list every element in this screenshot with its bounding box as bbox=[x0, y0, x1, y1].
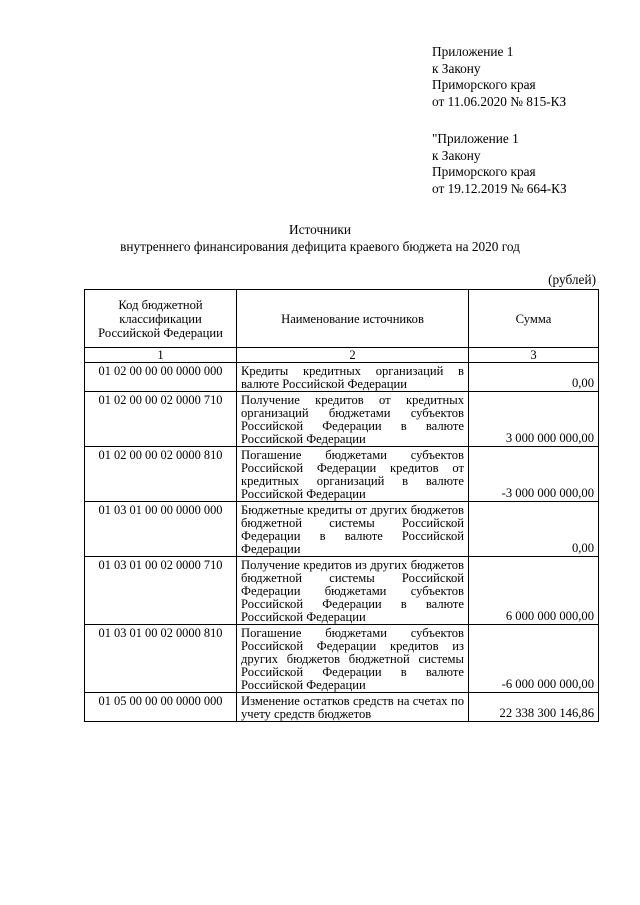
column-number: 1 bbox=[85, 348, 237, 363]
header-code: Код бюджетной классификации Российской Федерации bbox=[85, 290, 237, 348]
row-code: 01 02 00 00 02 0000 810 bbox=[85, 447, 237, 502]
table-row bbox=[85, 363, 599, 392]
table-row bbox=[85, 557, 599, 625]
annex-previous-reference bbox=[432, 131, 567, 198]
row-code: 01 02 00 00 00 0000 000 bbox=[85, 363, 237, 392]
header-amount: Сумма bbox=[469, 290, 599, 348]
table-row bbox=[85, 502, 599, 557]
row-code: 01 03 01 00 02 0000 710 bbox=[85, 557, 237, 625]
table-row bbox=[85, 693, 599, 722]
annex-reference bbox=[432, 44, 566, 111]
row-code: 01 05 00 00 00 0000 000 bbox=[85, 693, 237, 722]
annex-line: к Закону bbox=[432, 60, 481, 76]
row-name: Погашение бюджетами субъектов Российской Федерации кредитов из других бюджетов бюджетной системы Российской Федерации в валюте Российской Федерации bbox=[237, 625, 469, 693]
row-name: Кредиты кредитных организаций в валюте Российской Федерации bbox=[237, 363, 469, 392]
annex-prev-line: "Приложение 1 bbox=[432, 131, 519, 146]
row-code: 01 03 01 00 00 0000 000 bbox=[85, 502, 237, 557]
table-row bbox=[85, 447, 599, 502]
row-code: 01 03 01 00 02 0000 810 bbox=[85, 625, 237, 693]
row-amount: 3 000 000 000,00 bbox=[469, 392, 599, 447]
row-name: Получение кредитов из других бюджетов бюджетной системы Российской Федерации бюджетами субъектов Российской Федерации в валюте Российской Федерации bbox=[237, 557, 469, 625]
annex-prev-line: от 19.12.2019 № 664-КЗ bbox=[432, 181, 567, 197]
table-row bbox=[85, 625, 599, 693]
row-amount: -6 000 000 000,00 bbox=[469, 625, 599, 693]
table-row bbox=[85, 392, 599, 447]
row-amount: 0,00 bbox=[469, 363, 599, 392]
annex-prev-line: к Закону bbox=[432, 147, 481, 163]
row-amount: -3 000 000 000,00 bbox=[469, 447, 599, 502]
row-amount: 6 000 000 000,00 bbox=[469, 557, 599, 625]
financing-sources-table bbox=[84, 289, 599, 722]
column-number: 3 bbox=[469, 348, 599, 363]
annex-line: от 11.06.2020 № 815-КЗ bbox=[432, 94, 567, 110]
row-name: Получение кредитов от кредитных организаций бюджетами субъектов Российской Федерации в валюте Российской Федерации bbox=[237, 392, 469, 447]
row-amount: 0,00 bbox=[469, 502, 599, 557]
header-name: Наименование источников bbox=[237, 290, 469, 348]
annex-line: Приморского края bbox=[432, 77, 536, 93]
document-subtitle: внутреннего финансирования дефицита краевого бюджета на 2020 год bbox=[120, 239, 520, 254]
column-number: 2 bbox=[237, 348, 469, 363]
units-label: (рублей) bbox=[548, 272, 596, 287]
document-title: Источники bbox=[289, 222, 351, 237]
row-name: Погашение бюджетами субъектов Российской Федерации кредитов от кредитных организаций в валюте Российской Федерации bbox=[237, 447, 469, 502]
annex-line: Приложение 1 bbox=[432, 44, 514, 59]
row-amount: 22 338 300 146,86 bbox=[469, 693, 599, 722]
row-code: 01 02 00 00 02 0000 710 bbox=[85, 392, 237, 447]
row-name: Бюджетные кредиты от других бюджетов бюджетной системы Российской Федерации в валюте Российской Федерации bbox=[237, 502, 469, 557]
row-name: Изменение остатков средств на счетах по учету средств бюджетов bbox=[237, 693, 469, 722]
annex-prev-line: Приморского края bbox=[432, 164, 536, 180]
